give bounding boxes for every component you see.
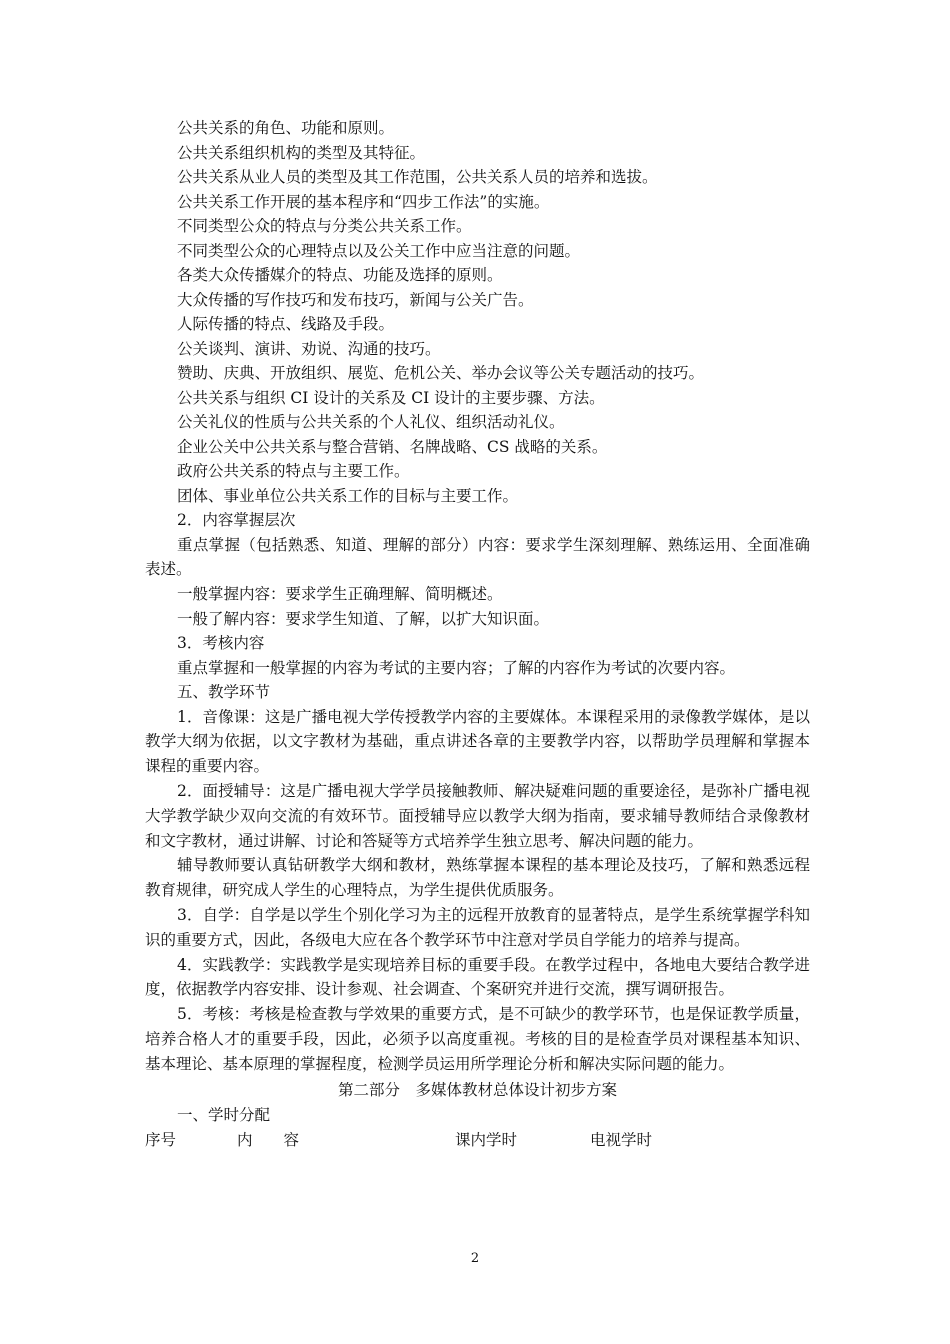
- column-header-index: 序号: [145, 1131, 177, 1150]
- topic-line: 企业公关中公共关系与整合营销、名牌战略、CS 战略的关系。: [177, 437, 608, 456]
- document-body: [145, 116, 810, 1153]
- levels-understand-line: 一般了解内容：要求学生知道、了解，以扩大知识面。: [177, 609, 550, 628]
- column-header-tv-hours: 电视学时: [590, 1131, 653, 1150]
- part2-title: 第二部分 多媒体教材总体设计初步方案: [337, 1080, 617, 1099]
- hours-table-header: [145, 1127, 810, 1153]
- topic-line: 公共关系组织机构的类型及其特征。: [177, 143, 426, 162]
- topic-line: 团体、事业单位公共关系工作的目标与主要工作。: [177, 486, 519, 505]
- topic-line: 不同类型公众的心理特点以及公关工作中应当注意的问题。: [177, 241, 581, 260]
- levels-general-line: 一般掌握内容：要求学生正确理解、简明概述。: [177, 585, 503, 604]
- topic-line: 公关谈判、演讲、劝说、沟通的技巧。: [177, 339, 441, 358]
- column-header-content: 内 容: [237, 1131, 300, 1150]
- levels-key-paragraph: 重点掌握（包括熟悉、知道、理解的部分）内容：要求学生深刻理解、熟练运用、全面准确表述。: [145, 535, 810, 579]
- topic-line: 公共关系的角色、功能和原则。: [177, 119, 395, 137]
- page-number: 2: [470, 1251, 480, 1266]
- topic-line: 各类大众传播媒介的特点、功能及选择的原则。: [177, 266, 503, 284]
- levels-heading: 2．内容掌握层次: [177, 511, 296, 529]
- teaching-paragraph-self-study: 3．自学：自学是以学生个别化学习为主的远程开放教育的显著特点，是学生系统掌握学科知识的重要方式，因此，各级电大应在各个教学环节中注意对学员自学能力的培养与提高。: [145, 905, 810, 949]
- topic-line: 公共关系与组织 CI 设计的关系及 CI 设计的主要步骤、方法。: [177, 388, 605, 407]
- teaching-paragraph-practice: 4．实践教学：实践教学是实现培养目标的重要手段。在教学过程中，各地电大要结合教学进度，依据教学内容安排、设计参观、社会调查、个案研究并进行交流，撰写调研报告。: [145, 955, 810, 999]
- teaching-paragraph-assessment: 5．考核：考核是检查教与学效果的重要方式，是不可缺少的教学环节，也是保证教学质量，培养合格人才的重要手段，因此，必须予以高度重视。考核的目的是检查学员对课程基本知识、基本理论、基本原理的掌握程度，检测学员运用所学理论分析和解决实际问题的能力。: [145, 1005, 810, 1073]
- teaching-heading: 五、教学环节: [177, 683, 271, 702]
- topic-line: 赞助、庆典、开放组织、展览、危机公关、举办会议等公关专题活动的技巧。: [177, 364, 705, 382]
- column-header-class-hours: 课内学时: [455, 1131, 518, 1150]
- topic-line: 人际传播的特点、线路及手段。: [177, 315, 395, 333]
- teaching-paragraph-tutoring: 2．面授辅导：这是广播电视大学学员接触教师、解决疑难问题的重要途径，是弥补广播电视大学教学缺少双向交流的有效环节。面授辅导应以教学大纲为指南，要求辅导教师结合录像教材和文字教材，通过讲解、讨论和答疑等方式培养学生独立思考、解决问题的能力。: [145, 781, 810, 850]
- topic-line: 大众传播的写作技巧和发布技巧，新闻与公关广告。: [177, 290, 534, 309]
- exam-heading: 3．考核内容: [177, 634, 265, 653]
- part2-section-heading: 一、学时分配: [177, 1105, 271, 1124]
- topic-line: 政府公共关系的特点与主要工作。: [177, 462, 410, 480]
- topic-line: 公关礼仪的性质与公共关系的个人礼仪、组织活动礼仪。: [177, 413, 565, 431]
- topic-line: 公共关系工作开展的基本程序和“四步工作法”的实施。: [177, 192, 550, 211]
- teaching-paragraph-tutor-duty: 辅导教师要认真钻研教学大纲和教材，熟练掌握本课程的基本理论及技巧，了解和熟悉远程教育规律，研究成人学生的心理特点，为学生提供优质服务。: [145, 856, 810, 900]
- exam-text: 重点掌握和一般掌握的内容为考试的主要内容；了解的内容作为考试的次要内容。: [177, 658, 736, 677]
- teaching-paragraph-av: 1．音像课：这是广播电视大学传授教学内容的主要媒体。本课程采用的录像教学媒体，是以教学大纲为依据，以文字教材为基础，重点讲述各章的主要教学内容，以帮助学员理解和掌握本课程的重要内容。: [145, 707, 810, 776]
- topic-line: 公共关系从业人员的类型及其工作范围，公共关系人员的培养和选拔。: [177, 168, 658, 186]
- topic-line: 不同类型公众的特点与分类公共关系工作。: [177, 217, 472, 235]
